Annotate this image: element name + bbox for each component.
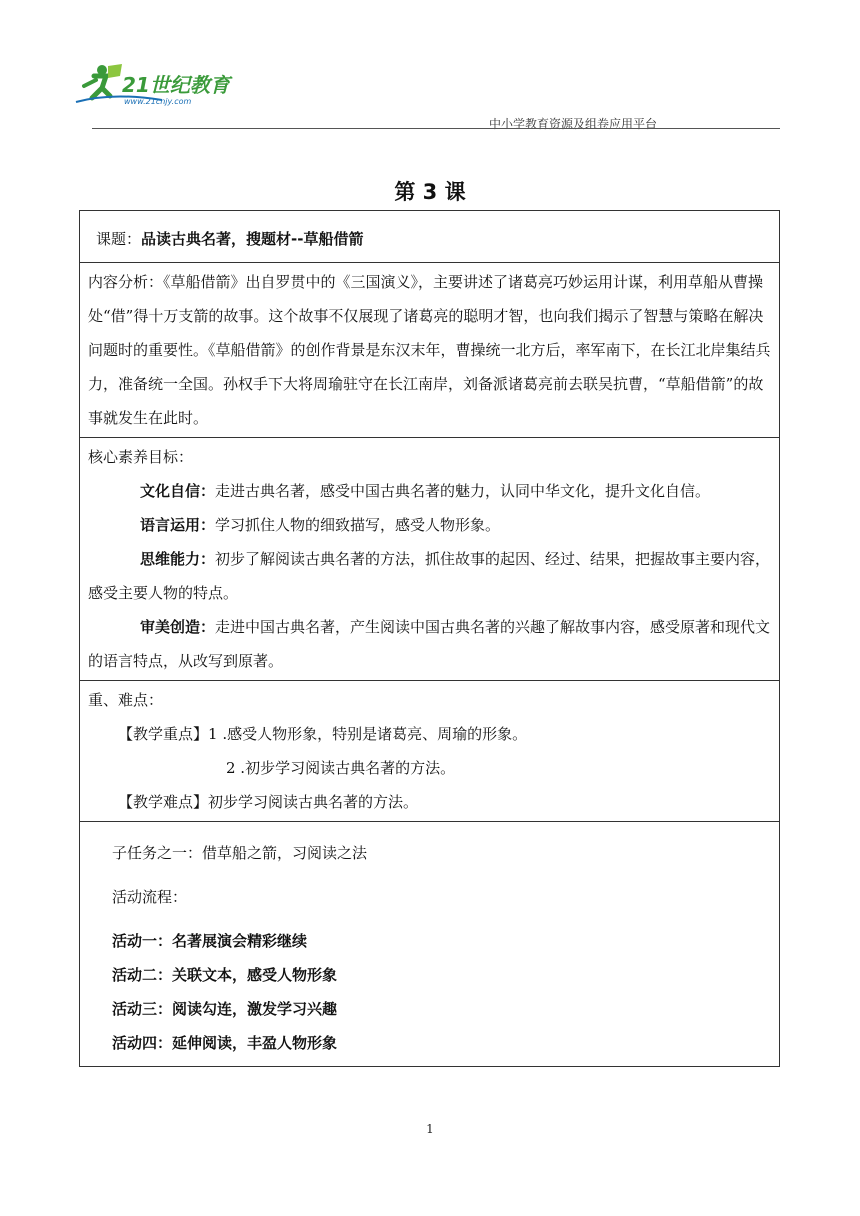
difficulty-line bbox=[88, 785, 771, 819]
activity-item: 活动二：关联文本，感受人物形象 bbox=[112, 966, 338, 984]
header-divider bbox=[92, 128, 780, 129]
topic-cell bbox=[80, 211, 779, 250]
page-title: 第 3 课 bbox=[394, 180, 466, 204]
topic-row bbox=[80, 211, 780, 263]
subtask-title: 子任务之一：借草船之箭，习阅读之法 bbox=[112, 844, 368, 862]
topic-label: 课题： bbox=[96, 230, 142, 248]
page-number: 1 bbox=[426, 1122, 434, 1136]
keypoints-cell bbox=[80, 681, 779, 821]
keypoints-row bbox=[80, 681, 780, 822]
focus-item: 1 .感受人物形象，特别是诸葛亮、周瑜的形象。 bbox=[208, 725, 528, 743]
logo-text: 21世纪教育 bbox=[122, 73, 230, 97]
activity-item: 活动一：名著展演会精彩继续 bbox=[112, 932, 308, 950]
analysis-label: 内容分析： bbox=[88, 273, 164, 291]
platform-tagline: 中小学教育资源及组卷应用平台 bbox=[488, 117, 657, 131]
goal-text: 走进中国古典名著，产生阅读中国古典名著的兴趣了解故事内容，感受原著和现代文的语言特点，从改写到原著。 bbox=[88, 618, 771, 670]
tasks-cell bbox=[80, 822, 779, 1066]
difficulty-label: 【教学难点】 bbox=[118, 793, 209, 811]
focus-item: 2 .初步学习阅读古典名著的方法。 bbox=[226, 759, 456, 777]
goal-culture bbox=[88, 474, 771, 508]
goal-label: 审美创造： bbox=[140, 618, 216, 636]
goal-text: 学习抓住人物的细致描写，感受人物形象。 bbox=[215, 516, 501, 534]
goal-text: 走进古典名著，感受中国古典名著的魅力，认同中华文化，提升文化自信。 bbox=[215, 482, 711, 500]
goal-text: 初步了解阅读古典名著的方法，抓住故事的起因、经过、结果，把握故事主要内容，感受主要人物的特点。 bbox=[88, 550, 771, 602]
goal-label: 文化自信： bbox=[140, 482, 216, 500]
analysis-row bbox=[80, 263, 780, 438]
activity-item: 活动三：阅读勾连，激发学习兴趣 bbox=[112, 1000, 338, 1018]
analysis-text: 《草船借箭》出自罗贯中的《三国演义》，主要讲述了诸葛亮巧妙运用计谋，利用草船从曹操处“借”得十万支箭的故事。这个故事不仅展现了诸葛亮的聪明才智，也向我们揭示了智慧与策略在解决问题时的重要性。《草船借箭》的创作背景是东汉末年，曹操统一北方后，率军南下，在长江北岸集结兵力，准备统一全国。孙权手下大将周瑜驻守在长江南岸，刘备派诸葛亮前去联吴抗曹，“草船借箭”的故事就发生在此时。 bbox=[88, 273, 771, 427]
activity-item: 活动四：延伸阅读，丰盈人物形象 bbox=[112, 1034, 338, 1052]
goals-heading: 核心素养目标： bbox=[88, 448, 194, 466]
goal-thinking bbox=[88, 542, 771, 610]
focus-line-2 bbox=[88, 751, 771, 785]
tasks-row bbox=[80, 822, 780, 1067]
site-logo bbox=[72, 62, 252, 106]
goals-cell bbox=[80, 438, 779, 680]
activity-flow-label: 活动流程： bbox=[112, 888, 188, 906]
goal-label: 语言运用： bbox=[140, 516, 216, 534]
lesson-plan-table bbox=[79, 210, 780, 1067]
keypoints-heading: 重、难点： bbox=[88, 691, 164, 709]
goals-row bbox=[80, 438, 780, 681]
focus-label: 【教学重点】 bbox=[118, 725, 209, 743]
goal-label: 思维能力： bbox=[140, 550, 216, 568]
focus-line-1 bbox=[88, 717, 771, 751]
goal-language bbox=[88, 508, 771, 542]
topic-value: 品读古典名著，搜题材--草船借箭 bbox=[141, 230, 364, 248]
logo-url: www.21cnjy.com bbox=[124, 97, 192, 106]
difficulty-item: 初步学习阅读古典名著的方法。 bbox=[208, 793, 419, 811]
analysis-cell bbox=[80, 263, 779, 437]
goal-aesthetic bbox=[88, 610, 771, 678]
